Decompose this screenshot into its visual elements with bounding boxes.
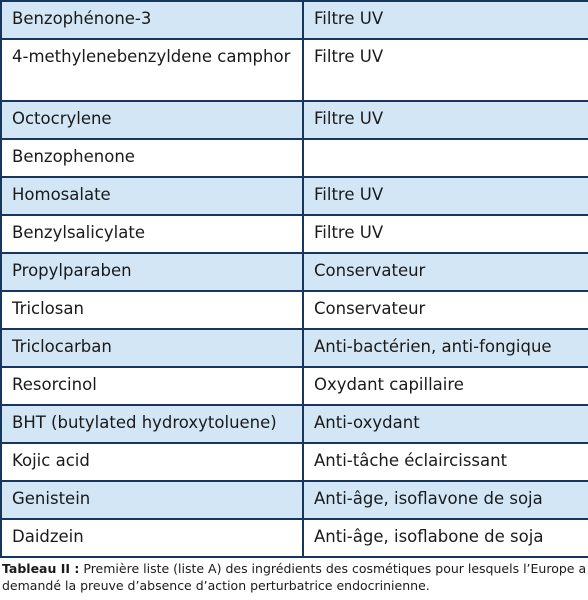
table-row [1,253,588,291]
function-cell: Oxydant capillaire [303,367,588,405]
ingredient-cell: Resorcinol [1,367,303,405]
function-cell: Conservateur [303,291,588,329]
function-cell [303,139,588,177]
ingredient-cell: Triclosan [1,291,303,329]
function-cell: Anti-âge, isoflabone de soja [303,519,588,557]
table-row [1,367,588,405]
function-cell: Filtre UV [303,101,588,139]
table-row [1,443,588,481]
caption-text: Première liste (liste A) des ingrédients des cosmétiques pour lesquels l’Europe a demandé la preuve d’absence d’action perturbatrice endocrinienne. [2,561,587,593]
table-caption [2,560,588,594]
ingredient-cell: Benzylsalicylate [1,215,303,253]
table-row [1,101,588,139]
ingredient-cell: Triclocarban [1,329,303,367]
function-cell: Filtre UV [303,215,588,253]
ingredient-cell: Genistein [1,481,303,519]
table-row [1,405,588,443]
ingredient-cell: Octocrylene [1,101,303,139]
caption-label: Tableau II : [2,561,80,576]
function-cell: Anti-oxydant [303,405,588,443]
ingredient-cell: Homosalate [1,177,303,215]
table-row [1,481,588,519]
table-row [1,1,588,39]
function-cell: Filtre UV [303,39,588,101]
ingredient-cell: Propylparaben [1,253,303,291]
table-row [1,519,588,557]
function-cell: Anti-bactérien, anti-fongique [303,329,588,367]
ingredient-cell: BHT (butylated hydroxytoluene) [1,405,303,443]
ingredient-cell: Benzophénone-3 [1,1,303,39]
table-row [1,291,588,329]
table-row [1,139,588,177]
ingredient-cell: 4-methylenebenzyldene camphor [1,39,303,101]
table-row [1,177,588,215]
function-cell: Filtre UV [303,1,588,39]
function-cell: Anti-âge, isoflavone de soja [303,481,588,519]
function-cell: Filtre UV [303,177,588,215]
function-cell: Conservateur [303,253,588,291]
table-row [1,215,588,253]
ingredient-cell: Kojic acid [1,443,303,481]
table-row [1,39,588,101]
table-row [1,329,588,367]
ingredient-cell: Daidzein [1,519,303,557]
ingredient-cell: Benzophenone [1,139,303,177]
function-cell: Anti-tâche éclaircissant [303,443,588,481]
